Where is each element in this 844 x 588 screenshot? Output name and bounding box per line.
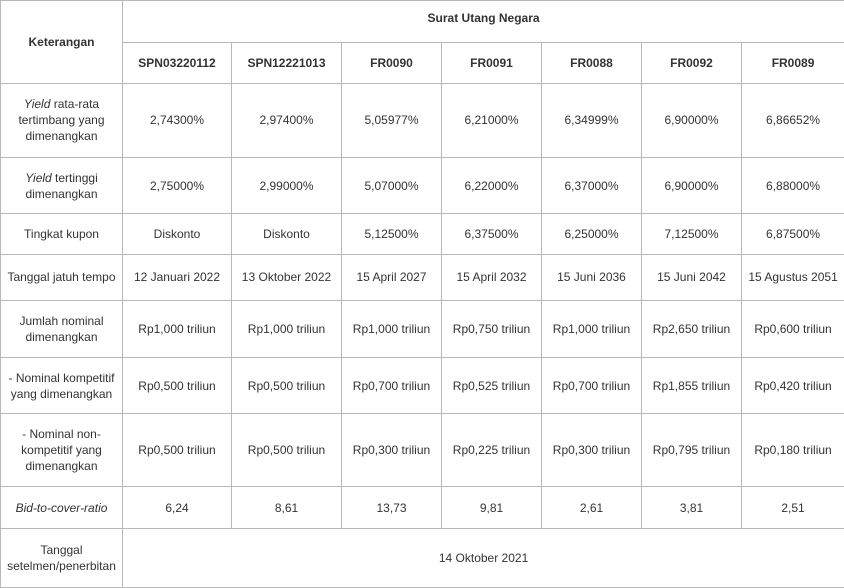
row-label: - Nominal kompetitif yang dimenangkan [1,358,123,414]
table-cell: Rp0,500 triliun [123,414,232,487]
table-cell: 6,21000% [442,84,542,158]
series-header: FR0090 [342,43,442,84]
table-cell: 2,97400% [232,84,342,158]
row-label [1,157,123,213]
table-cell: 5,07000% [342,157,442,213]
table-cell: 15 April 2032 [442,255,542,300]
table-cell: 15 Juni 2042 [642,255,742,300]
table-cell: 9,81 [442,487,542,529]
table-cell: 6,34999% [542,84,642,158]
table-cell: 2,61 [542,487,642,529]
table-row [1,214,844,255]
table-cell: Rp0,225 triliun [442,414,542,487]
row-label: - Nominal non-kompetitif yang dimenangkan [1,414,123,487]
table-cell: 6,90000% [642,157,742,213]
row-label-italic: Bid-to-cover-ratio [15,500,108,515]
row-label-italic: Yield [23,97,51,112]
table-cell: 5,12500% [342,214,442,255]
group-header: Surat Utang Negara [123,1,844,43]
table-cell: Rp0,750 triliun [442,300,542,357]
table-cell: 13,73 [342,487,442,529]
series-header: FR0089 [742,43,844,84]
table-cell: 15 April 2027 [342,255,442,300]
table-row [1,300,844,357]
table-row [1,255,844,300]
table-cell: Rp0,500 triliun [232,358,342,414]
table-cell: 6,88000% [742,157,844,213]
table-cell: 12 Januari 2022 [123,255,232,300]
series-header: SPN03220112 [123,43,232,84]
table-cell: 6,37000% [542,157,642,213]
table-cell: 6,22000% [442,157,542,213]
table-row [1,414,844,487]
row-label: Tanggal setelmen/penerbitan [1,529,123,588]
table-cell: 6,90000% [642,84,742,158]
table-cell: 6,37500% [442,214,542,255]
table-cell: Rp2,650 triliun [642,300,742,357]
settlement-row [1,529,844,588]
table-cell: 2,75000% [123,157,232,213]
table-cell: Rp0,525 triliun [442,358,542,414]
table-cell: 2,74300% [123,84,232,158]
row-label: Tanggal jatuh tempo [1,255,123,300]
table-cell: Rp0,300 triliun [342,414,442,487]
table-cell: Rp0,420 triliun [742,358,844,414]
row-label: Jumlah nominal dimenangkan [1,300,123,357]
table-cell: 8,61 [232,487,342,529]
table-cell: Rp0,795 triliun [642,414,742,487]
series-header: FR0091 [442,43,542,84]
series-header: FR0092 [642,43,742,84]
table-cell: 6,86652% [742,84,844,158]
table-row [1,84,844,158]
table-cell: Rp0,500 triliun [123,358,232,414]
table-cell: Rp1,000 triliun [123,300,232,357]
table-cell: Rp0,500 triliun [232,414,342,487]
row-label-text: rata-rata tertimbang yang dimenangkan [18,97,105,144]
table-cell: Rp0,700 triliun [342,358,442,414]
table-cell: 2,99000% [232,157,342,213]
table-cell: Diskonto [123,214,232,255]
table-row [1,487,844,529]
table-cell: Diskonto [232,214,342,255]
table-cell: Rp0,700 triliun [542,358,642,414]
table-row [1,358,844,414]
table-cell: 15 Juni 2036 [542,255,642,300]
row-label-text: tertinggi dimenangkan [25,170,98,201]
table-cell: 6,24 [123,487,232,529]
row-label-italic: Yield [25,170,52,185]
table-cell: Rp1,000 triliun [232,300,342,357]
table-cell: 5,05977% [342,84,442,158]
settlement-value: 14 Oktober 2021 [123,529,844,588]
series-header: SPN12221013 [232,43,342,84]
table-cell: Rp0,180 triliun [742,414,844,487]
table-cell: 6,25000% [542,214,642,255]
table-cell: Rp1,000 triliun [542,300,642,357]
series-header: FR0088 [542,43,642,84]
table-cell: Rp0,300 triliun [542,414,642,487]
keterangan-header: Keterangan [1,1,123,84]
table-cell: 15 Agustus 2051 [742,255,844,300]
table-cell: Rp0,600 triliun [742,300,844,357]
table-cell: 2,51 [742,487,844,529]
table-row [1,157,844,213]
row-label [1,84,123,158]
table-cell: 3,81 [642,487,742,529]
table-cell: 7,12500% [642,214,742,255]
table-cell: Rp1,000 triliun [342,300,442,357]
table-cell: Rp1,855 triliun [642,358,742,414]
table-cell: 13 Oktober 2022 [232,255,342,300]
row-label [1,487,123,529]
table-cell: 6,87500% [742,214,844,255]
row-label: Tingkat kupon [1,214,123,255]
